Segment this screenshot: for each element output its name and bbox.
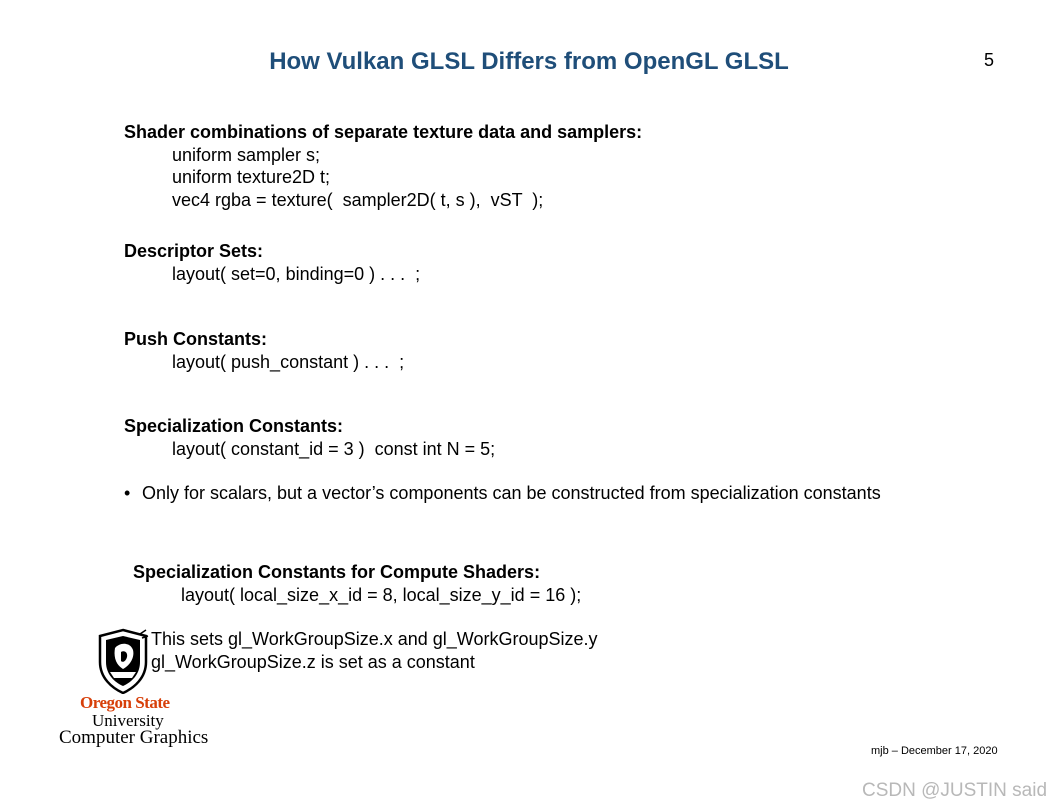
bullet-text: This sets gl_WorkGroupSize.x and gl_WorkGroupSize.y	[151, 629, 598, 649]
bullet-icon: •	[124, 483, 131, 503]
code-line: uniform texture2D t;	[172, 167, 331, 188]
section-heading: Push Constants:	[124, 329, 268, 349]
section-heading: Specialization Constants for Compute Shaders:	[133, 562, 541, 582]
section-samplers	[124, 121, 642, 212]
section-descriptor-sets	[124, 240, 420, 285]
section-heading: Shader combinations of separate texture data and samplers:	[124, 122, 643, 142]
osu-beaver-logo-icon	[96, 628, 150, 694]
code-line: uniform sampler s;	[172, 144, 321, 165]
bullet-text: Only for scalars, but a vector’s components can be constructed from specialization constants	[142, 483, 881, 503]
code-line: layout( constant_id = 3 ) const int N = 5;	[172, 438, 496, 459]
bullet-item	[133, 628, 598, 651]
bullet-list-spec	[124, 482, 881, 505]
osu-logo-line-2: University	[92, 711, 164, 730]
section-heading: Specialization Constants:	[124, 416, 344, 436]
osu-logo-line-3: Computer Graphics	[59, 727, 209, 748]
osu-logo-line-1: Oregon State	[80, 693, 170, 712]
bullet-text: gl_WorkGroupSize.z is set as a constant	[151, 651, 475, 672]
page-number: 5	[984, 50, 995, 70]
code-line: vec4 rgba = texture( sampler2D( t, s ), vST );	[172, 190, 544, 211]
bullet-list-compute	[133, 628, 598, 673]
code-line: layout( set=0, binding=0 ) . . . ;	[172, 263, 421, 284]
bullet-item	[133, 651, 598, 674]
bullet-item	[124, 482, 881, 505]
watermark-text: CSDN @JUSTIN said	[862, 780, 1048, 801]
slide-title: How Vulkan GLSL Differs from OpenGL GLSL	[269, 48, 789, 75]
code-line: layout( push_constant ) . . . ;	[172, 351, 405, 372]
section-specialization-constants	[124, 415, 495, 460]
section-compute-shaders	[133, 561, 581, 606]
footer-text: mjb – December 17, 2020	[871, 745, 998, 757]
section-push-constants	[124, 328, 404, 373]
code-line: layout( local_size_x_id = 8, local_size_y_id = 16 );	[181, 584, 582, 605]
section-heading: Descriptor Sets:	[124, 241, 264, 261]
